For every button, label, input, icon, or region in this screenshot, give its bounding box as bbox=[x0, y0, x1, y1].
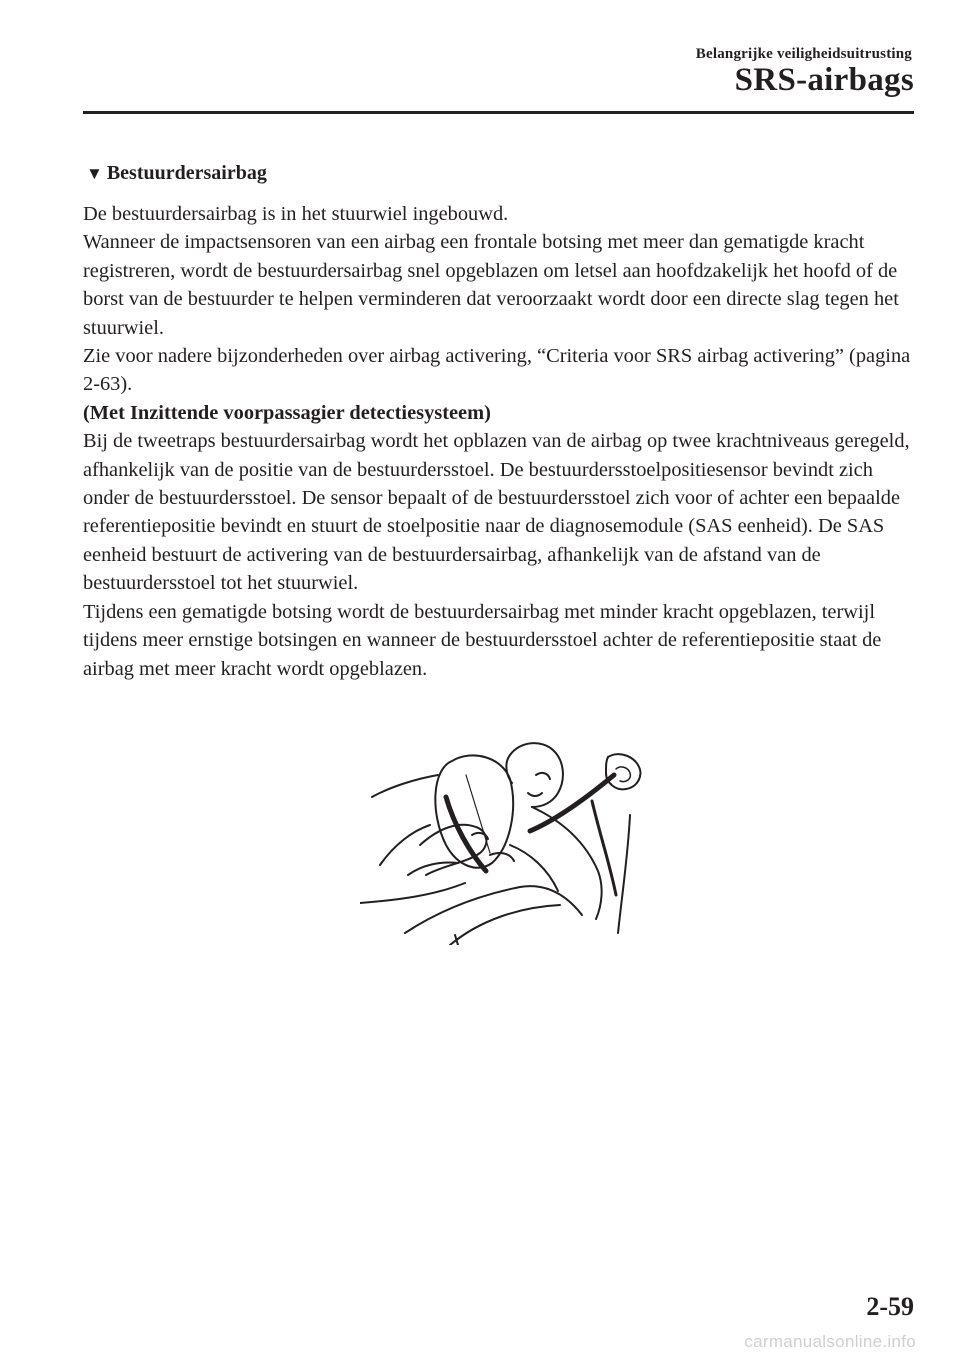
section-heading bbox=[86, 162, 267, 185]
watermark: carmanualsonline.info bbox=[744, 1332, 916, 1351]
body-text bbox=[83, 200, 913, 683]
paragraph-impact: Wanneer de impactsensoren van een airbag een frontale botsing met meer dan gematigde kracht registreren, wordt de bestuurdersairbag snel opgeblazen om letsel aan hoofdzakelijk het hoofd of de borst van de bestuurder te helpen verminderen dat veroorzaakt wordt door een directe slag tegen het stuurwiel. bbox=[83, 231, 899, 339]
chapter-subtitle: Belangrijke veiligheidsuitrusting bbox=[695, 46, 912, 62]
section-heading-text: Bestuurdersairbag bbox=[106, 162, 267, 184]
header-divider bbox=[83, 111, 914, 114]
paragraph-deployment-force: Tijdens een gematigde botsing wordt de bestuurdersairbag met minder kracht opgeblazen, terwijl tijdens meer ernstige botsingen en wanneer de bestuurdersstoel achter de referentiepositie staat de airbag met meer kracht wordt opgeblazen. bbox=[83, 600, 882, 680]
triangle-down-icon: ▼ bbox=[86, 164, 103, 183]
chapter-title: SRS-airbags bbox=[734, 62, 914, 98]
page-number: 2-59 bbox=[866, 1292, 914, 1321]
paragraph-subheading: (Met Inzittende voorpassagier detectiesysteem) bbox=[83, 401, 491, 424]
paragraph-two-stage: Bij de tweetraps bestuurdersairbag wordt het opblazen van de airbag op twee krachtniveaus geregeld, afhankelijk van de positie van de bestuurdersstoel. De bestuurdersstoelpositiesensor bevindt zich onder de bestuurdersstoel. De sensor bepaalt of de bestuurdersstoel zich voor of achter een bepaalde referentiepositie bevindt en stuurt de stoelpositie naar de diagnosemodule (SAS eenheid). De SAS eenheid bestuurt de activering van de bestuurdersairbag, afhankelijk van de afstand van de bestuurdersstoel tot het stuurwiel. bbox=[83, 430, 910, 595]
paragraph-reference: Zie voor nadere bijzonderheden over airbag activering, “Criteria voor SRS airbag activering” (pagina 2-63). bbox=[83, 345, 911, 396]
paragraph-intro: De bestuurdersairbag is in het stuurwiel ingebouwd. bbox=[83, 203, 509, 225]
airbag-deployment-illustration bbox=[360, 735, 650, 945]
